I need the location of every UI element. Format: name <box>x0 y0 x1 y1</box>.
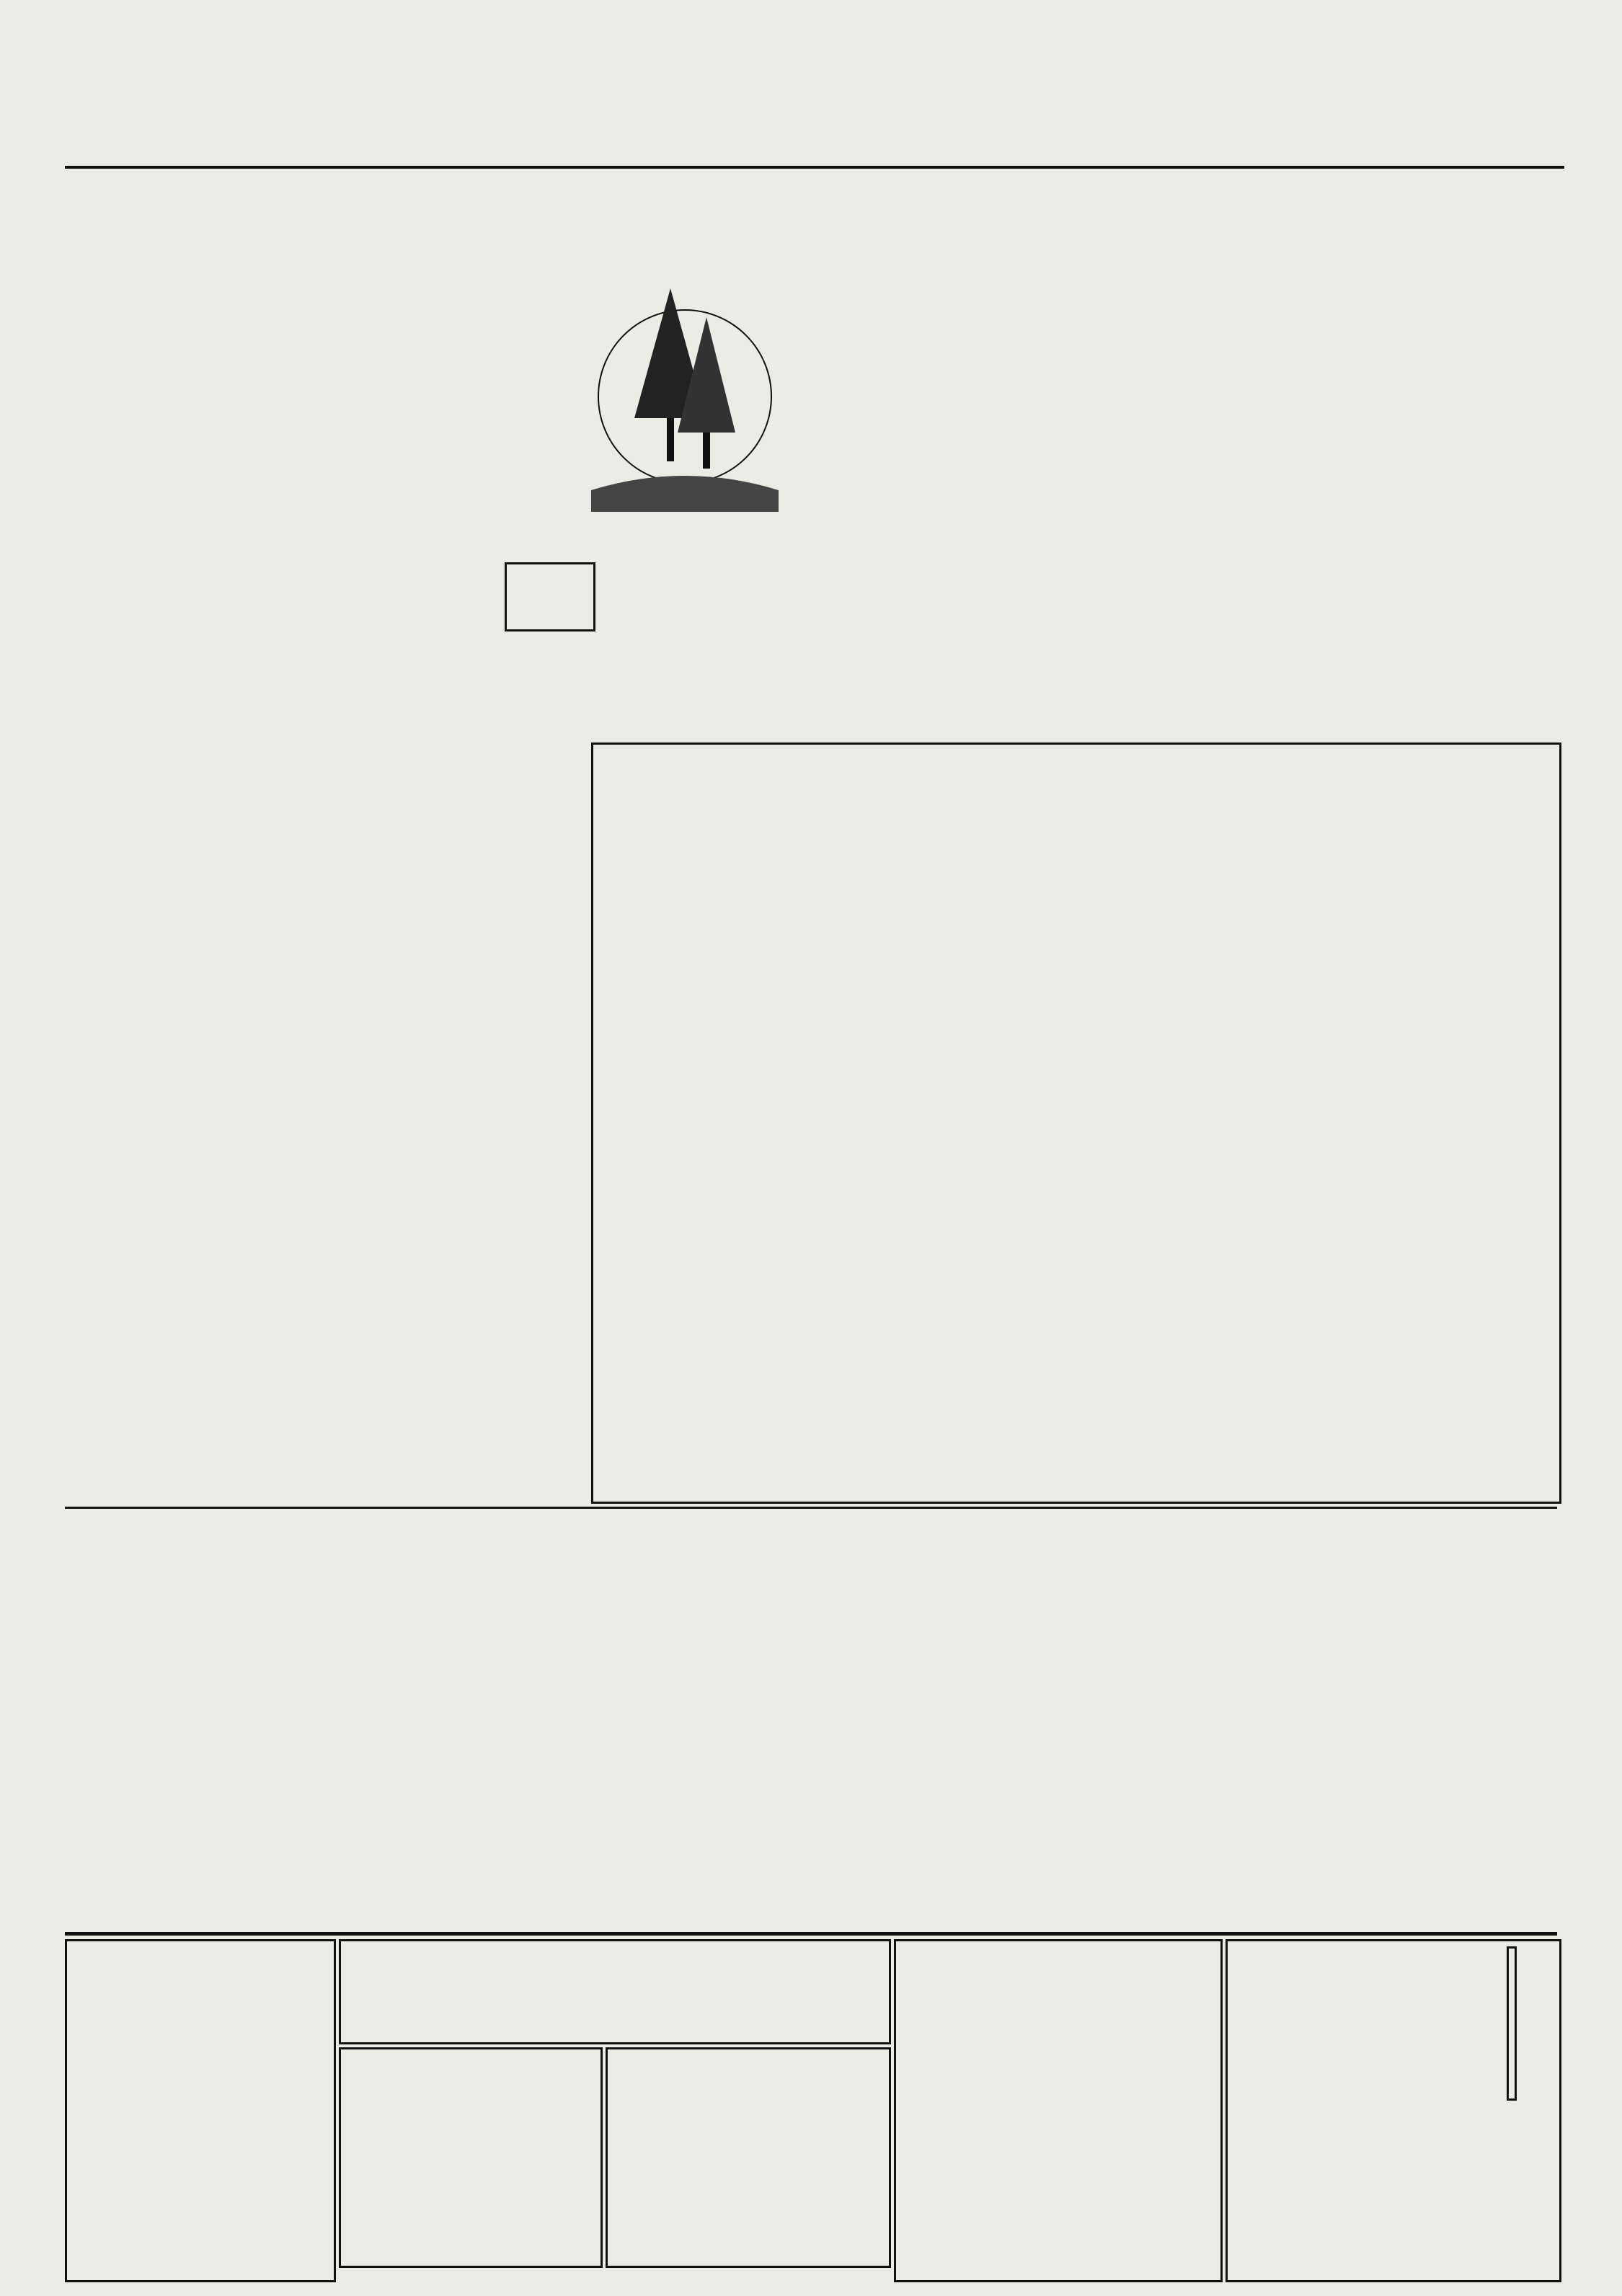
ad-divider <box>65 1932 1557 1936</box>
child-medicine-ad <box>339 1939 891 2044</box>
bus-list <box>1254 1946 1334 2163</box>
column-logo <box>591 274 779 541</box>
essay-body <box>613 757 1492 1478</box>
footnote <box>346 1514 425 1925</box>
lower-poem <box>65 1514 339 1925</box>
story-body-mid <box>65 562 483 937</box>
poem-body <box>65 959 382 1507</box>
cinema-guotai <box>606 2047 891 2268</box>
feature-body <box>721 180 1413 743</box>
trees-illustration <box>591 274 779 541</box>
divider <box>65 1507 1557 1509</box>
medicine-products <box>908 1946 1009 2264</box>
story-body-top <box>65 180 570 555</box>
tonic-ad <box>65 1939 336 2282</box>
lower-body <box>433 1514 1557 1925</box>
cinema-xinxin <box>339 2047 603 2268</box>
transit-title <box>1507 1946 1517 2101</box>
ship-list <box>1370 2105 1463 2264</box>
story-title <box>505 562 595 631</box>
masthead <box>65 108 1564 169</box>
